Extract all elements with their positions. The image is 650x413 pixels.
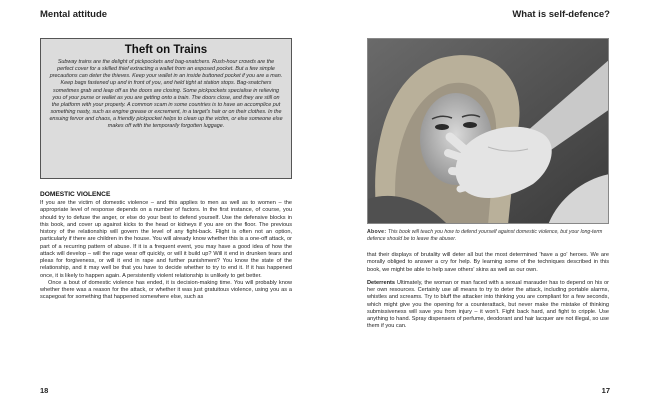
sidebar-box-theft-on-trains: [40, 38, 292, 179]
paragraph-deterrents: [367, 280, 609, 331]
box-title: Theft on Trains: [124, 44, 208, 56]
right-page: [325, 0, 650, 413]
running-head-left: Mental attitude: [40, 9, 108, 20]
deterrents-heading: Deterrents: [367, 279, 395, 286]
section-heading: DOMESTIC VIOLENCE: [40, 191, 111, 198]
caption-label: Above:: [367, 229, 387, 235]
page-number-left: 18: [40, 386, 49, 395]
paragraph: If you are the victim of domestic violence – and this applies to men as well as to women – the appropriate level of response depends on a number of factors. In the first instance, of course, you should try to defuse the anger, or else do your best to defend yourself. Use the defensive blocks in this book, and cover up against kicks to the head or kidneys if you are on the floor. The previous history of the relationship will govern the level of any fight-back. Flight is often not an option, particularly if there are children in the house. You will already know whether this is a one-off attack, or part of a recurring pattern of abuse. If it is a frequent event, you may have a good idea of how the attack will develop – will the rage wear off quickly, or will it build up? Will it end in drunken tears and pleas for forgiveness, or will it end in rape and further punishment? You know the state of the relationship, and it may well be that you have to decide whether to try to end it. If it has happened once, it is likely to happen again. A persistently violent relationship is unlikely to get better.: [40, 200, 292, 279]
body-text-right: [367, 252, 609, 331]
page-number-right: 17: [601, 386, 610, 395]
body-text-left: [40, 200, 292, 302]
paragraph: that their displays of brutality will deter all but the most determined 'have a go' heroes. We are morally obliged to answer a cry for help. By learning some of the techniques described in this book, we might be able to help save others' skins as well as our own.: [367, 252, 609, 273]
deterrents-text: Ultimately, the woman or man faced with a sexual marauder has to depend on his or her own resources. Certainly use all means to try to deter the attack, including portable alarms, whistles and screams. Try to bluff the attacker into thinking you are compliant for a few seconds, which might give you the opening for a counterattack, but never make the mistake of thinking submissiveness will save you from injury – it won't. Fight back hard, and fight to cripple. Use anything to hand. Spray dispensers of perfume, deodorant and hair lacquer are not illegal, so use them if you can.: [367, 279, 609, 330]
photo-caption: [367, 229, 609, 243]
photo-woman-covering-face: [367, 38, 609, 224]
photo-illustration: [368, 39, 609, 224]
paragraph: Once a bout of domestic violence has ended, it is decision-making time. You will probably know whether there was a reason for the attack, or whether it was just gratuitous violence, using you as a scapegoat for something that happened somewhere else, such as: [40, 279, 292, 301]
box-body: Subway trains are the delight of pickpockets and bag-snatchers. Rush-hour crowds are the perfect cover for a skilled thief extracting a wallet from an exposed pocket. But a few simple precautions can deter the thieves. Keep your wallet in an inside buttoned pocket if you are a man. Keep bags fastened up and in front of you, and held tight at station stops. Bag-snatchers sometimes grab and leap off as the doors are closing. Some pickpockets specialise in relieving you of your purse or wallet as you are getting onto a train. The doors close, and they are still on the platform with your property. A common scam in some countries is to have an accomplice put something nasty, such as engine grease or excrement, in a target's hair or on their clothes. In the ensuing fervor and chaos, a friendly pickpocket helps to clean up the victim, or else someone else makes off with the temporarily forgotten luggage.: [49, 59, 283, 130]
caption-text: This book will teach you how to defend yourself against domestic violence, but your long-term defence should be to leave the abuser.: [367, 229, 603, 242]
running-head-right: What is self-defence?: [512, 9, 610, 20]
